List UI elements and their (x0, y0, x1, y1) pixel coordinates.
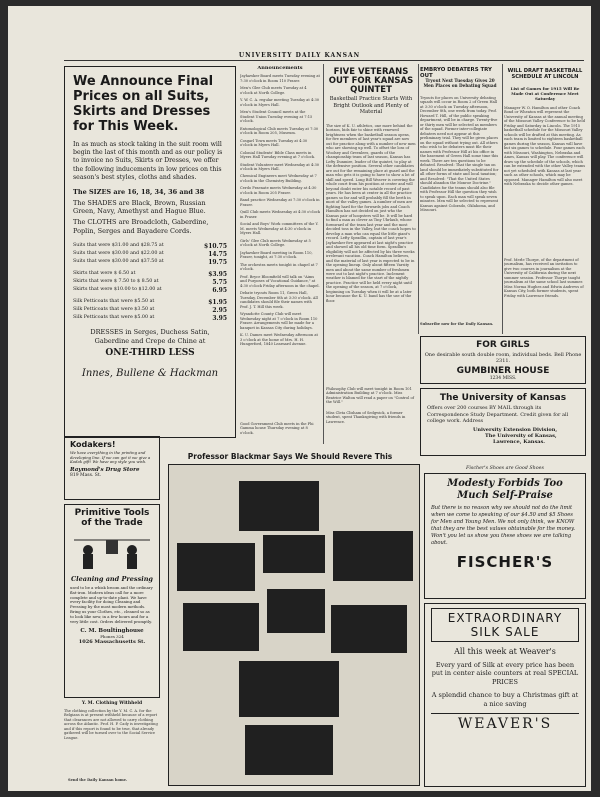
price-row (73, 271, 227, 278)
price-row (73, 251, 227, 258)
weavers-name: WEAVER'S (431, 713, 579, 732)
basketball-headline: WILL DRAFT BASKETBALL SCHEDULE AT LINCOLN (507, 68, 583, 81)
price-value: $10.75 (204, 243, 227, 251)
announcement-item: Social and Boys' Work committees of the Y. M. meets Wednesday at 4:30 o'clock in Myers Hall. (240, 222, 319, 236)
price-label: Skirts that were $10.00 to $12.00 at (73, 287, 162, 293)
laundry-illustration (70, 532, 154, 572)
fischers-tagline: Fischer's Shoes are Good Shoes (466, 466, 544, 471)
primitive-address: 1026 Massachusetts St. (78, 639, 146, 646)
announcement-item: Cerdo Fraenate meets Wednesday at 4:30 o'clock in Room 205 Fraser. (240, 186, 317, 195)
veterans-subhead: Basketball Practice Starts With Bright Outlook and Plenty of Material (329, 96, 413, 115)
price-value: 14.75 (208, 251, 227, 259)
price-row (73, 243, 227, 250)
primitive-body: used to be a whisk broom and the ordinary flat-iron. Modern ideas call for a more complete and up-to-date plant. We have every facility for doing Cleaning and Pressing by the most modern methods. Bring us your Clothes, etc., cleaned so as to look like new, in a few hours and for a very little cost. Orders delivered promptly. (70, 584, 153, 625)
price-value: 2.95 (212, 307, 227, 315)
announcement-item: Y. W. C. A. regular meeting Tuesday at 4:30 o'clock in Myers Hall. (240, 98, 320, 107)
veterans-headline: FIVE VETERANS OUT FOR KANSAS QUINTET (328, 67, 414, 95)
gov-club-note: Good Government Club meets in the Phi Gamma house Thursday evening at 8 o'clock. (240, 422, 314, 435)
basketball-notes: Prof. Merle Thorpe, of the department of journalism, has received an invitation to give two courses in journalism at the University of California during the next summer session. Professor Thorpe taught journalism at the same school last summer. Miss Norma Hughes and Edwin Andrews of Kansas City, both former students, spent Friday with Lawrence friends. (504, 258, 584, 298)
newspaper-page (8, 6, 591, 791)
announcement-item: Debate tryouts Room 11, Green Hall, Tuesday, December 8th at 3:30 o'clock. All candidates should file their names with Prof. J. T. Hill this week. (240, 291, 318, 309)
column-rule-2 (418, 64, 419, 334)
gumbiner-address: 1234 MISS. (489, 376, 517, 381)
weavers-body: Every yard of Silk at every price has been put in center aisle counters at real SPECIAL PRICES (431, 661, 579, 686)
announcement-item: Wyandotte County Club will meet Wednesday night at 7 o'clock in Room 110 Fraser. Arrangements will be made for a banquet in Kansas City during holidays. (240, 312, 318, 330)
photo-7 (331, 605, 407, 653)
debaters-body: Tryouts for places on University debating squads will occur in Room 2 of Green Hall at 3:30 o'clock on Tuesday afternoon, December 8th, one week from today. Prof. Howard T. Hill, of the public speaking department, will be in charge. Twenty-five or thirty men will be selected as members of the squad. Former inter-collegiate debaters need not appear at this preliminary trial. They will be given places on the squad without trying out. All others who wish to be debaters must file their names with Professor Hill at his office in the basement of Green Hall some time this week. There are ten questions to be debated. Resolved: That the single tax on land should be immediately substituted for all other forms of state and local taxation; and Resolved: "That the United States should abandon the Monroe Doctrine." Candidates for the teams should also file with Professor Hill the question they wish to speak upon. Each man will speak seven minutes. Men will be selected to represent Kansas against Colorado, Oklahoma, and Missouri. (420, 96, 499, 213)
photo-5 (183, 603, 259, 651)
debaters-headline: EMBRYO DEBATERS TRY OUT (420, 67, 492, 79)
university-division: University Extension Division, (473, 426, 558, 433)
announcement-item: Men's Glee Club meets Tuesday at 4 o'clock at North College. (240, 86, 307, 95)
photo-8 (239, 661, 339, 717)
photo-6 (267, 589, 325, 633)
announcement-item: Men's Student Council meets at the Student Union Tuesday evening at 7:15 o'clock. (240, 110, 313, 124)
announcement-item: Prof. Bryce Bloomfield will talk on "Aims and Purposes of Vocational Guidance," at 4:30 o'clock Friday afternoon in the chapel. (240, 274, 320, 288)
fischers-ad (424, 473, 586, 599)
blackmar-headline: Professor Blackmar Says We Should Revere This (187, 452, 393, 461)
price-value: 6.95 (212, 287, 227, 295)
kodakers-store: Raymond's Drug Store (70, 467, 140, 474)
price-label: Silk Petticoats that were $3.50 at (73, 307, 155, 313)
weavers-title1: EXTRAORDINARY (447, 611, 563, 625)
clothing-footer: Send the Daily Kansan home. (68, 778, 128, 782)
weavers-title-box (431, 608, 579, 642)
masthead: UNIVERSITY DAILY KANSAN (238, 52, 361, 59)
weavers-week: All this week at Weaver's (454, 647, 556, 656)
announcement-item: Girls' Glee Club meets Wednesday at 5 o'clock at North College. (240, 238, 311, 248)
photo-1 (239, 481, 319, 531)
room-desc: One desirable south double room, individual beds. Bell Phone 2311. (424, 352, 582, 364)
fischers-title: Modesty Forbids Too Much Self-Praise (447, 478, 563, 501)
price-row (73, 287, 227, 294)
announcement-item: Jayhawker Board meets Tuesday evening at 7:30 o'clock in Room 110 Fraser. (240, 74, 320, 83)
price-label: Silk Petticoats that were $5.50 at (73, 299, 155, 305)
announcements-column (240, 66, 320, 418)
final-prices-intro: In as much as stock taking in the suit room will begin the last of this month and as our policy is to invoice no Suits, Skirts or Dresses, we offer the following inducements in low prices on this season's best styles, cloths and shades. (73, 140, 223, 182)
fischers-body: But there is no reason why we should not do the limit when we come to speaking of our $4.50 and $5 Shoes for Men and Young Men. We not only think, we KNOW that they are the best values obtainable for the money. Won't you let us show you these shoes we are talking about. (431, 505, 576, 547)
for-girls-title: FOR GIRLS (476, 340, 530, 350)
primitive-slogan: Cleaning and Pressing (71, 574, 153, 583)
price-row (73, 279, 227, 286)
sizes-line: The SIZES are 16, 18, 34, 36 and 38 (73, 187, 205, 196)
price-value: $1.95 (208, 299, 227, 307)
announcement-item: Quill Club meets Wednesday at 4:30 o'clock in Fraser. (240, 210, 320, 219)
store-signature: Innes, Bullene & Hackman (81, 368, 219, 380)
kodakers-title: Kodakers! (70, 440, 116, 449)
kodakers-body: We have everything in the printing and developing line. If we can get it we give a Kodak gift! We have any style you wish. (70, 450, 151, 465)
announcement-item: Chemical Engineers meet Wednesday at 7 o'clock in the Chemistry Building. (240, 174, 317, 183)
announcement-item: Cosgarl Town meets Tuesday at 4:30 o'clock in Myers Hall. (240, 138, 308, 148)
column-rule-1 (323, 64, 324, 444)
guest-note: Miss Cleta Clisham of Sedgwick, a former student, spent Thanksgiving with friends in Lawrence. (326, 411, 406, 424)
masthead-rule (64, 60, 584, 61)
university-city: Lawrence, Kansas. (493, 438, 546, 445)
primitive-title: Primitive Tools of the Trade (74, 508, 150, 529)
price-label: Skirts that were $ 7.50 to $ 8.50 at (73, 279, 159, 285)
primitive-phone: Phones 324 (100, 634, 124, 640)
photo-9 (245, 725, 333, 775)
one-third-less: ONE-THIRD LESS (105, 348, 195, 359)
weavers-gift: A splendid chance to buy a Christmas gift at a nice saving (431, 691, 579, 708)
university-name: The University of Kansas, (485, 432, 557, 439)
price-list (73, 243, 227, 322)
fischers-name: FISCHER'S (456, 553, 554, 572)
cloths-line: The CLOTHS are Broadcloth, Gaberdine, Poplin, Serges and Bayadere Cords. (73, 218, 209, 235)
photo-4 (333, 531, 413, 581)
price-row (73, 307, 227, 314)
price-value: 19.75 (208, 259, 227, 267)
announcement-item: The orchestra meets tonight in chapel at 7 o'clock. (240, 262, 318, 272)
price-row (73, 315, 227, 322)
price-label: Skirts that were $ 6.50 at (73, 271, 136, 277)
price-label: Suits that were $30.00 and $22.00 at (73, 251, 164, 257)
primitive-tools-ad (64, 504, 160, 698)
kodakers-ad (64, 436, 160, 500)
photo-spread (168, 464, 420, 786)
photo-3 (263, 535, 325, 573)
price-value: 5.75 (212, 279, 227, 287)
philosophy-note: Philosophy Club will meet tonight in Room 101 Administration Building at 7 o'clock. Miss Beatrice Walton will read a paper on "Control of the Will." (326, 387, 414, 405)
final-prices-heading: We Announce Final Prices on all Suits, Skirts and Dresses for This Week. (73, 74, 214, 134)
announcements-heading: Announcements (257, 66, 303, 71)
basketball-body: Manager W. O. Hamilton and other Coach Bond or Wheaton will represent the University of Kansas at the annual meeting of the Missouri Valley Conference to be held Friday and Saturday in Lincoln. The 1915 basketball schedule for the Missouri Valley schools will be drafted at this meeting. As each team is limited to eighteen basketball games during the season, Kansas will have but six games to schedule. Four games each with Missouri, Washington, Nebraska and Ames, Kansas will play. The conference will draw up the schedule of the schools, which can be extended with the other Valley teams not yet scheduled with Kansas at last year such as other schools, which may be opposed. Manager Hamilton will also meet with Nebraska to decide other games. (504, 106, 586, 187)
column-rule-3 (502, 64, 503, 334)
announcement-item: Colonial Students' Bible Class meets in Myers Hall Tuesday evening at 7 o'clock. (240, 150, 316, 160)
basketball-subhead: List of Games for 1915 Will Be Made Out at Conference Meet Saturday (510, 86, 580, 101)
primitive-owner: C. M. Boultinghouse (80, 628, 144, 635)
price-value: 3.95 (212, 315, 227, 323)
university-offer: Offers over 200 courses BY MAIL through its Correspondence Study Department. Credit given for all college work. Address (427, 405, 569, 424)
kodakers-address: 819 Mass. St. (70, 473, 102, 479)
weavers-ad (424, 603, 586, 787)
announcement-item: Band practice Wednesday at 7:30 o'clock in Fraser. (240, 198, 320, 207)
gumbiner-ad (420, 336, 586, 384)
debaters-subhead: Tryout Next Tuesday Gives 20 Men Places on Debating Squad (423, 78, 497, 89)
weavers-title2: SILK SALE (470, 625, 540, 639)
price-label: Suits that were $30.00 and $37.50 at (73, 259, 164, 265)
price-label: Suits that were $31.00 and $28.75 at (73, 243, 164, 249)
announcement-item: K. U. Dames meet Wednesday afternoon at 3 o'clock at the home of Mrs. H. H. Hungerford, 1840 Learnard Avenue. (240, 333, 318, 347)
price-row (73, 299, 227, 306)
gumbiner-house: GUMBINER HOUSE (456, 366, 550, 376)
university-ad (420, 388, 586, 456)
final-prices-ad (64, 66, 236, 438)
dresses-line: DRESSES in Serges, Duchess Satin, Gaberdine and Crepe de Chine at (90, 328, 210, 345)
announcement-item: Student Volunteer meet Wednesday at 4:30 o'clock in Myers Hall. (240, 162, 320, 171)
price-value: $3.95 (208, 271, 227, 279)
photo-2 (177, 543, 255, 591)
clothing-body: The clothing collection by the Y. M. C. A. for the Belgians is at present withheld because of a report that clearances are not allowed to carry clothing across the Atlantic. Prof. H. P. Cady is investigating and if this report is found to be true, that already gathered will be turned over to the Social Service League. (64, 709, 158, 740)
veterans-body: The size of K. U. athletics, one more behind the horizon, bids fair to shine with renewed brightness when the basketball season opens, for five members of last year's squad are now out for practice along with a number of new men who are showing up well. To offset the loss of Woolsey and Greenlees, guards of the championship team of last season, Kansas has Lefty Dunmire, leader of the quintet, to play at the defensive position. Several other candidates are out for the remaining place at guard and the man who gets it is going to have to show a lot of skill and speed. Long Bill Weaver is covering the whole court from his position at center and will beyond doubt enter his notable record of past years. He has been at center in all the practice games so far and will probably fill the berth in most of the valley games. A number of men are fighting hard for the forwards jobs and Coach Hamilton has not decided on just who the Kansas pair of hoopsters will be. It will be hard to find a man as clever as Tiny Uhrlaub, whose formward of the team last year and the most decided toss in the Valley, but the coach hopes to develop a man who can equal the little giant's record. Lefty Spradlin, captain of last year's Jayhawker five appeared at last night's practice and showed all his old time form. Spradlin's eligibility will not be affected by his three weeks irrelevant vacation. Coach Hamilton believes, and the material of last year is expected to be in the opening lineup. Only about fifteen Varsity men and about the same number of freshmen were out to last night's practice. Inclement weather is blamed for the start of the nightly practice. Practice will be held every night until the opening of the season, at 7 o'clock, beginning on Tuesday when it will be at a later hour because the K. U. band has the use of the floor. (326, 124, 416, 303)
price-label: Silk Petticoats that were $5.00 at (73, 315, 155, 321)
announcement-item: Entomological Club meets Tuesday at 7:30 o'clock in Room 205, Museum. (240, 126, 319, 136)
announcement-list (240, 74, 320, 346)
announcement-item: Jayhawker Board meeting in Room 110, Fraser, tonight, at 7:30 o'clock. (240, 250, 313, 260)
clothing-title: Y. M. Clothing Withheld (81, 701, 143, 706)
shades-line: The SHADES are Black, Brown, Russian Green, Navy, Amethyst and Hague Blue. (73, 198, 206, 215)
subscribe-note: Subscribe now for the Daily Kansan. (420, 322, 494, 326)
university-title: The University of Kansas (439, 393, 567, 403)
price-row (73, 259, 227, 266)
